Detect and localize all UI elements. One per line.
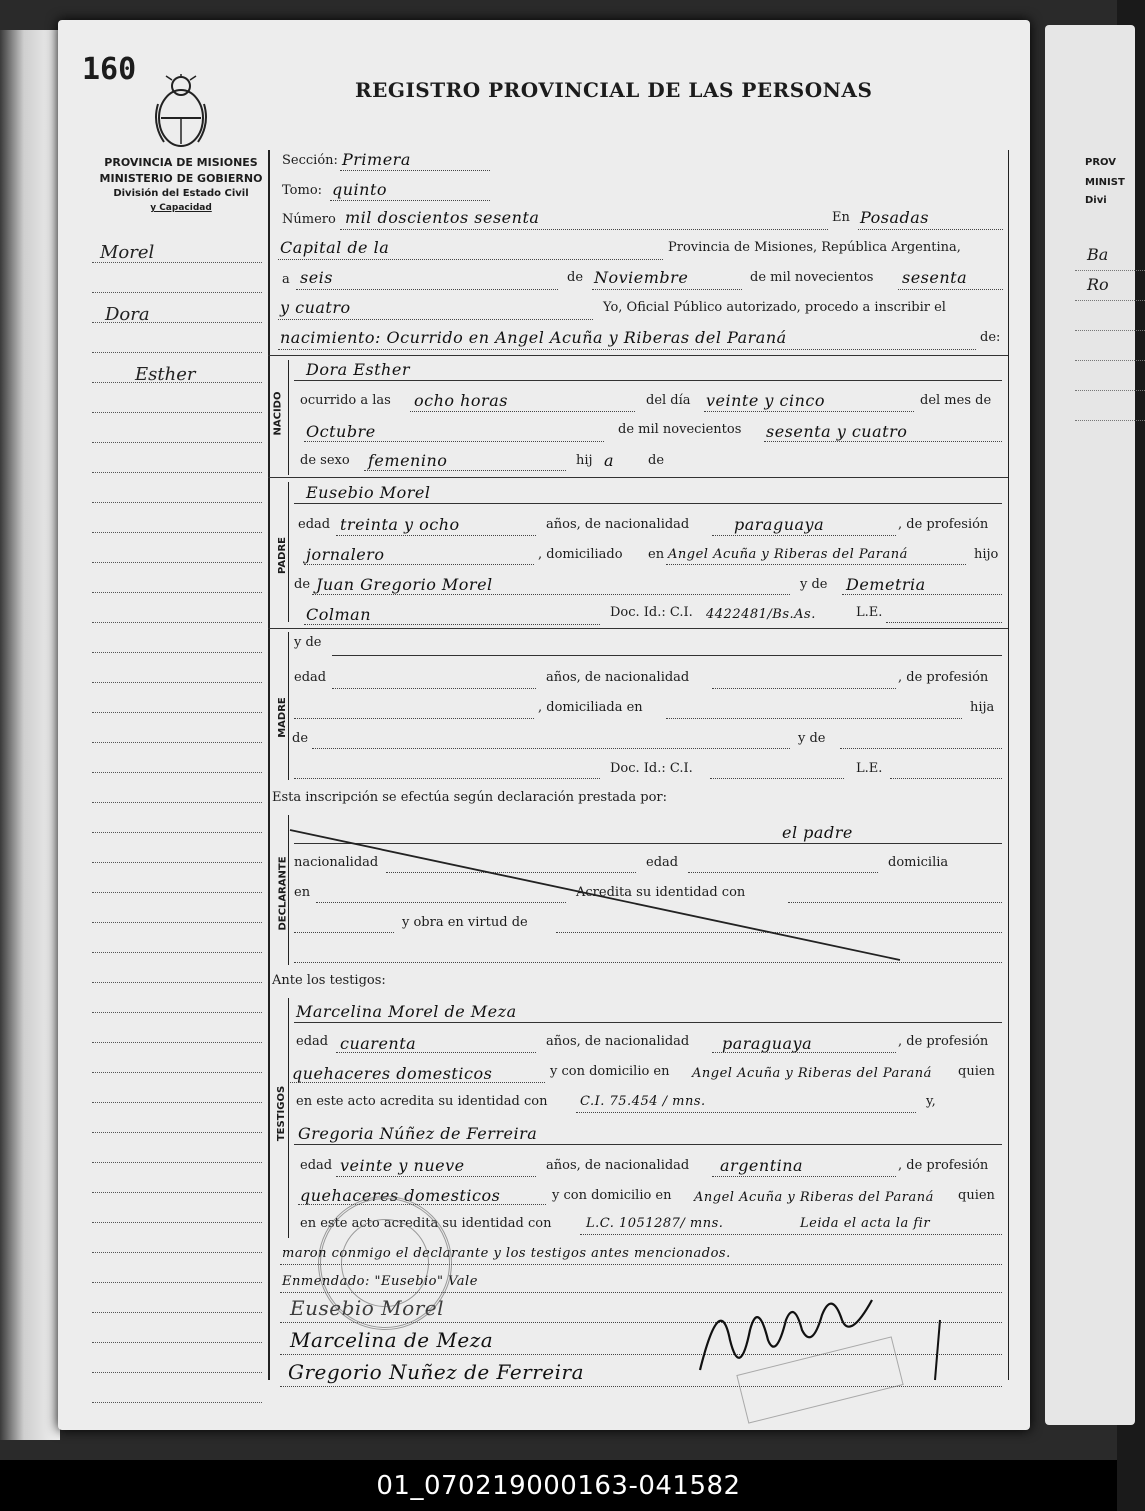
margin-ruled-line xyxy=(92,1222,262,1223)
madre-de-label: de xyxy=(292,731,309,746)
padre-section-label: PADRE xyxy=(276,537,288,574)
testigo1-nombre: Marcelina Morel de Meza xyxy=(296,1002,517,1021)
signature-testigo1: Marcelina de Meza xyxy=(290,1328,494,1352)
closing-line-2: Enmendado: "Eusebio" Vale xyxy=(282,1274,478,1289)
padre-madre-de2: Colman xyxy=(306,605,372,624)
madre-hija-label: hija xyxy=(970,700,995,715)
margin-ruled-line xyxy=(92,982,262,983)
margin-ruled-line xyxy=(92,1012,262,1013)
coat-of-arms-icon xyxy=(152,74,210,150)
capital-value: Capital de la xyxy=(280,238,390,257)
form-left-rule xyxy=(268,150,270,1380)
nacido-hora: ocho horas xyxy=(414,391,508,410)
yo-label: Yo, Oficial Público autorizado, procedo a inscribir el xyxy=(603,300,946,315)
sidebar-header xyxy=(92,155,270,215)
margin-ruled-line xyxy=(92,1072,262,1073)
testigo2-nac: argentina xyxy=(720,1156,804,1175)
margin-ruled-line xyxy=(92,892,262,893)
margin-ruled-line xyxy=(92,1402,262,1403)
nacido-hij: a xyxy=(604,451,615,470)
margin-ruled-line xyxy=(92,442,262,443)
declarante-intro: Esta inscripción se efectúa según declaración prestada por: xyxy=(272,790,667,805)
padre-profesion: jornalero xyxy=(306,545,385,564)
margin-ruled-line xyxy=(92,1162,262,1163)
nacido-section-label: NACIDO xyxy=(272,391,284,436)
margin-ruled-line xyxy=(92,1372,262,1373)
margin-ruled-line xyxy=(92,652,262,653)
division-name: División del Estado Civil xyxy=(113,188,249,199)
division-subname: y Capacidad xyxy=(150,203,212,213)
testigo2-edad-label: edad xyxy=(300,1158,333,1173)
tomo-label: Tomo: xyxy=(282,183,323,198)
padre-edad-label: edad xyxy=(298,517,331,532)
margin-ruled-line xyxy=(92,262,262,263)
testigo2-quien-label: quien xyxy=(958,1188,995,1203)
form-right-rule xyxy=(1008,150,1009,1380)
margin-ruled-line xyxy=(92,922,262,923)
margin-ruled-line xyxy=(92,562,262,563)
padre-nacionalidad: paraguaya xyxy=(734,515,825,534)
margin-ruled-line xyxy=(92,1042,262,1043)
anio-value: sesenta xyxy=(902,268,968,287)
adjacent-page-text: Divi xyxy=(1085,195,1107,206)
folio-number: 160 xyxy=(82,52,137,87)
madre-yde2-label: y de xyxy=(798,731,826,746)
testigo2-prof-label: , de profesión xyxy=(898,1158,989,1173)
testigo2-doc: L.C. 1051287/ mns. xyxy=(586,1216,724,1231)
padre-hijo-label: hijo xyxy=(974,547,999,562)
testigo2-doc-tail: Leida el acta la fir xyxy=(800,1216,931,1231)
testigo2-nac-label: años, de nacionalidad xyxy=(546,1158,690,1173)
province-name: PROVINCIA DE MISIONES xyxy=(104,156,258,169)
padre-de-label: de xyxy=(294,577,311,592)
testigo2-dom-label: y con domicilio en xyxy=(552,1188,672,1203)
testigo2-nombre: Gregoria Núñez de Ferreira xyxy=(298,1124,538,1143)
padre-yde-label: y de xyxy=(800,577,828,592)
adjacent-page-handwriting: Ro xyxy=(1087,275,1109,294)
testigo2-acredita-label: en este acto acredita su identidad con xyxy=(300,1216,552,1231)
margin-middle-name: Esther xyxy=(135,364,196,385)
margin-ruled-line xyxy=(92,352,262,353)
declarante-nac-label: nacionalidad xyxy=(294,855,379,870)
de2-label: de: xyxy=(980,330,1001,345)
testigos-intro: Ante los testigos: xyxy=(272,973,386,988)
margin-surname: Morel xyxy=(100,242,155,263)
book-spine xyxy=(0,30,60,1440)
declarante-en-label: en xyxy=(294,885,311,900)
margin-first-name: Dora xyxy=(105,304,150,325)
margin-ruled-line xyxy=(92,1132,262,1133)
padre-nac-label: años, de nacionalidad xyxy=(546,517,690,532)
madre-edad-label: edad xyxy=(294,670,327,685)
declarante-crossout-line xyxy=(290,830,910,965)
signature-declarante: Eusebio Morel xyxy=(290,1296,444,1320)
hij-label: hij xyxy=(576,453,593,468)
margin-ruled-line xyxy=(92,532,262,533)
testigos-section-label: TESTIGOS xyxy=(276,1085,288,1142)
madre-dom-label: , domiciliada en xyxy=(538,700,643,715)
mes-value: Noviembre xyxy=(594,268,689,287)
margin-ruled-line xyxy=(92,1102,262,1103)
padre-nombre: Eusebio Morel xyxy=(306,483,431,502)
declarante-edad-label: edad xyxy=(646,855,679,870)
a-label: a xyxy=(282,272,290,287)
nacido-sexo: femenino xyxy=(368,451,448,470)
seccion-label: Sección: xyxy=(282,153,338,168)
testigo1-acredita-label: en este acto acredita su identidad con xyxy=(296,1094,548,1109)
madre-yde-label: y de xyxy=(294,635,322,650)
margin-ruled-line xyxy=(92,502,262,503)
testigo1-dom-label: y con domicilio en xyxy=(550,1064,670,1079)
margin-ruled-line xyxy=(92,472,262,473)
seccion-value: Primera xyxy=(342,150,411,169)
margin-ruled-line xyxy=(92,1192,262,1193)
testigo1-profesion: quehaceres domesticos xyxy=(292,1064,493,1083)
margin-ruled-line xyxy=(92,1282,262,1283)
anio-label: de mil novecientos xyxy=(750,270,874,285)
testigo1-quien-label: quien xyxy=(958,1064,995,1079)
margin-ruled-line xyxy=(92,712,262,713)
image-caption: 01_070219000163-041582 xyxy=(376,1470,741,1501)
acto-value: nacimiento: Ocurrido en Angel Acuña y Riberas del Paraná xyxy=(280,328,787,347)
ocurrido-label: ocurrido a las xyxy=(300,393,391,408)
margin-ruled-line xyxy=(92,802,262,803)
del-dia-label: del día xyxy=(646,393,691,408)
testigo1-prof-label: , de profesión xyxy=(898,1034,989,1049)
declarante-domicilia-label: domicilia xyxy=(888,855,949,870)
adjacent-page xyxy=(1045,25,1135,1425)
margin-ruled-line xyxy=(92,412,262,413)
provincia-label: Provincia de Misiones, República Argentina, xyxy=(668,240,961,255)
margin-ruled-line xyxy=(92,322,262,323)
padre-madre-de: Demetria xyxy=(846,575,926,594)
padre-prof-label: , de profesión xyxy=(898,517,989,532)
testigo1-domicilio: Angel Acuña y Riberas del Paraná xyxy=(692,1066,932,1081)
testigo1-doc: C.I. 75.454 / mns. xyxy=(580,1094,706,1109)
round-seal-stamp xyxy=(318,1196,452,1330)
sexo-label: de sexo xyxy=(300,453,350,468)
padre-doc-label: Doc. Id.: C.I. xyxy=(610,605,693,620)
numero-label: Número xyxy=(282,212,336,227)
madre-le-label: L.E. xyxy=(856,761,883,776)
nacido-dia: veinte y cinco xyxy=(706,391,826,410)
padre-dom-label: , domiciliado xyxy=(538,547,623,562)
testigo2-profesion: quehaceres domesticos xyxy=(300,1186,501,1205)
adjacent-page-text: MINIST xyxy=(1085,177,1125,188)
closing-line-1: maron conmigo el declarante y los testigos antes mencionados. xyxy=(282,1246,731,1261)
adjacent-page-text: PROV xyxy=(1085,157,1117,168)
de-label: de xyxy=(567,270,584,285)
margin-ruled-line xyxy=(92,1252,262,1253)
padre-padre-de: Juan Gregorio Morel xyxy=(316,575,493,594)
margin-ruled-line xyxy=(92,622,262,623)
testigo1-edad-label: edad xyxy=(296,1034,329,1049)
madre-doc-label: Doc. Id.: C.I. xyxy=(610,761,693,776)
testigo2-edad: veinte y nueve xyxy=(340,1156,465,1175)
dia-value: seis xyxy=(300,268,334,287)
nacido-nombre: Dora Esther xyxy=(306,360,410,379)
image-caption-bar xyxy=(0,1460,1117,1511)
en-label: En xyxy=(832,210,850,225)
testigo1-nac-label: años, de nacionalidad xyxy=(546,1034,690,1049)
padre-domicilio: Angel Acuña y Riberas del Paraná xyxy=(668,547,908,562)
madre-section-label: MADRE xyxy=(276,697,288,738)
document-title: REGISTRO PROVINCIAL DE LAS PERSONAS xyxy=(355,78,873,102)
numero-value: mil doscientos sesenta xyxy=(345,208,540,227)
mil-label: de mil novecientos xyxy=(618,422,742,437)
testigo2-domicilio: Angel Acuña y Riberas del Paraná xyxy=(694,1190,934,1205)
ministry-name: MINISTERIO DE GOBIERNO xyxy=(99,172,263,185)
margin-ruled-line xyxy=(92,862,262,863)
declarante-nombre: el padre xyxy=(782,823,853,842)
padre-doc: 4422481/Bs.As. xyxy=(706,607,816,622)
margin-ruled-line xyxy=(92,772,262,773)
margin-ruled-line xyxy=(92,292,262,293)
margin-ruled-line xyxy=(92,682,262,683)
declarante-acredita-label: Acredita su identidad con xyxy=(576,885,746,900)
signature-testigo2: Gregorio Nuñez de Ferreira xyxy=(288,1360,585,1384)
adjacent-page-handwriting: Ba xyxy=(1087,245,1109,264)
tomo-value: quinto xyxy=(332,180,388,199)
testigo1-y-label: y, xyxy=(926,1094,936,1109)
padre-edad: treinta y ocho xyxy=(340,515,460,534)
margin-ruled-line xyxy=(92,832,262,833)
testigo1-edad: cuarenta xyxy=(340,1034,417,1053)
margin-ruled-line xyxy=(92,592,262,593)
declarante-section-label: DECLARANTE xyxy=(277,856,289,931)
madre-prof-label: , de profesión xyxy=(898,670,989,685)
madre-nac-label: años, de nacionalidad xyxy=(546,670,690,685)
margin-ruled-line xyxy=(92,952,262,953)
declarante-obra-label: y obra en virtud de xyxy=(402,915,528,930)
nacido-anio: sesenta y cuatro xyxy=(766,422,908,441)
testigo1-nac: paraguaya xyxy=(722,1034,813,1053)
margin-ruled-line xyxy=(92,382,262,383)
padre-le-label: L.E. xyxy=(856,605,883,620)
anio-cont-value: y cuatro xyxy=(280,298,351,317)
en-value: Posadas xyxy=(860,208,929,227)
nacido-de-label: de xyxy=(648,453,665,468)
margin-ruled-line xyxy=(92,1342,262,1343)
nacido-mes: Octubre xyxy=(306,422,376,441)
margin-ruled-line xyxy=(92,1312,262,1313)
del-mes-label: del mes de xyxy=(920,393,992,408)
padre-en-label: en xyxy=(648,547,665,562)
margin-ruled-line xyxy=(92,742,262,743)
